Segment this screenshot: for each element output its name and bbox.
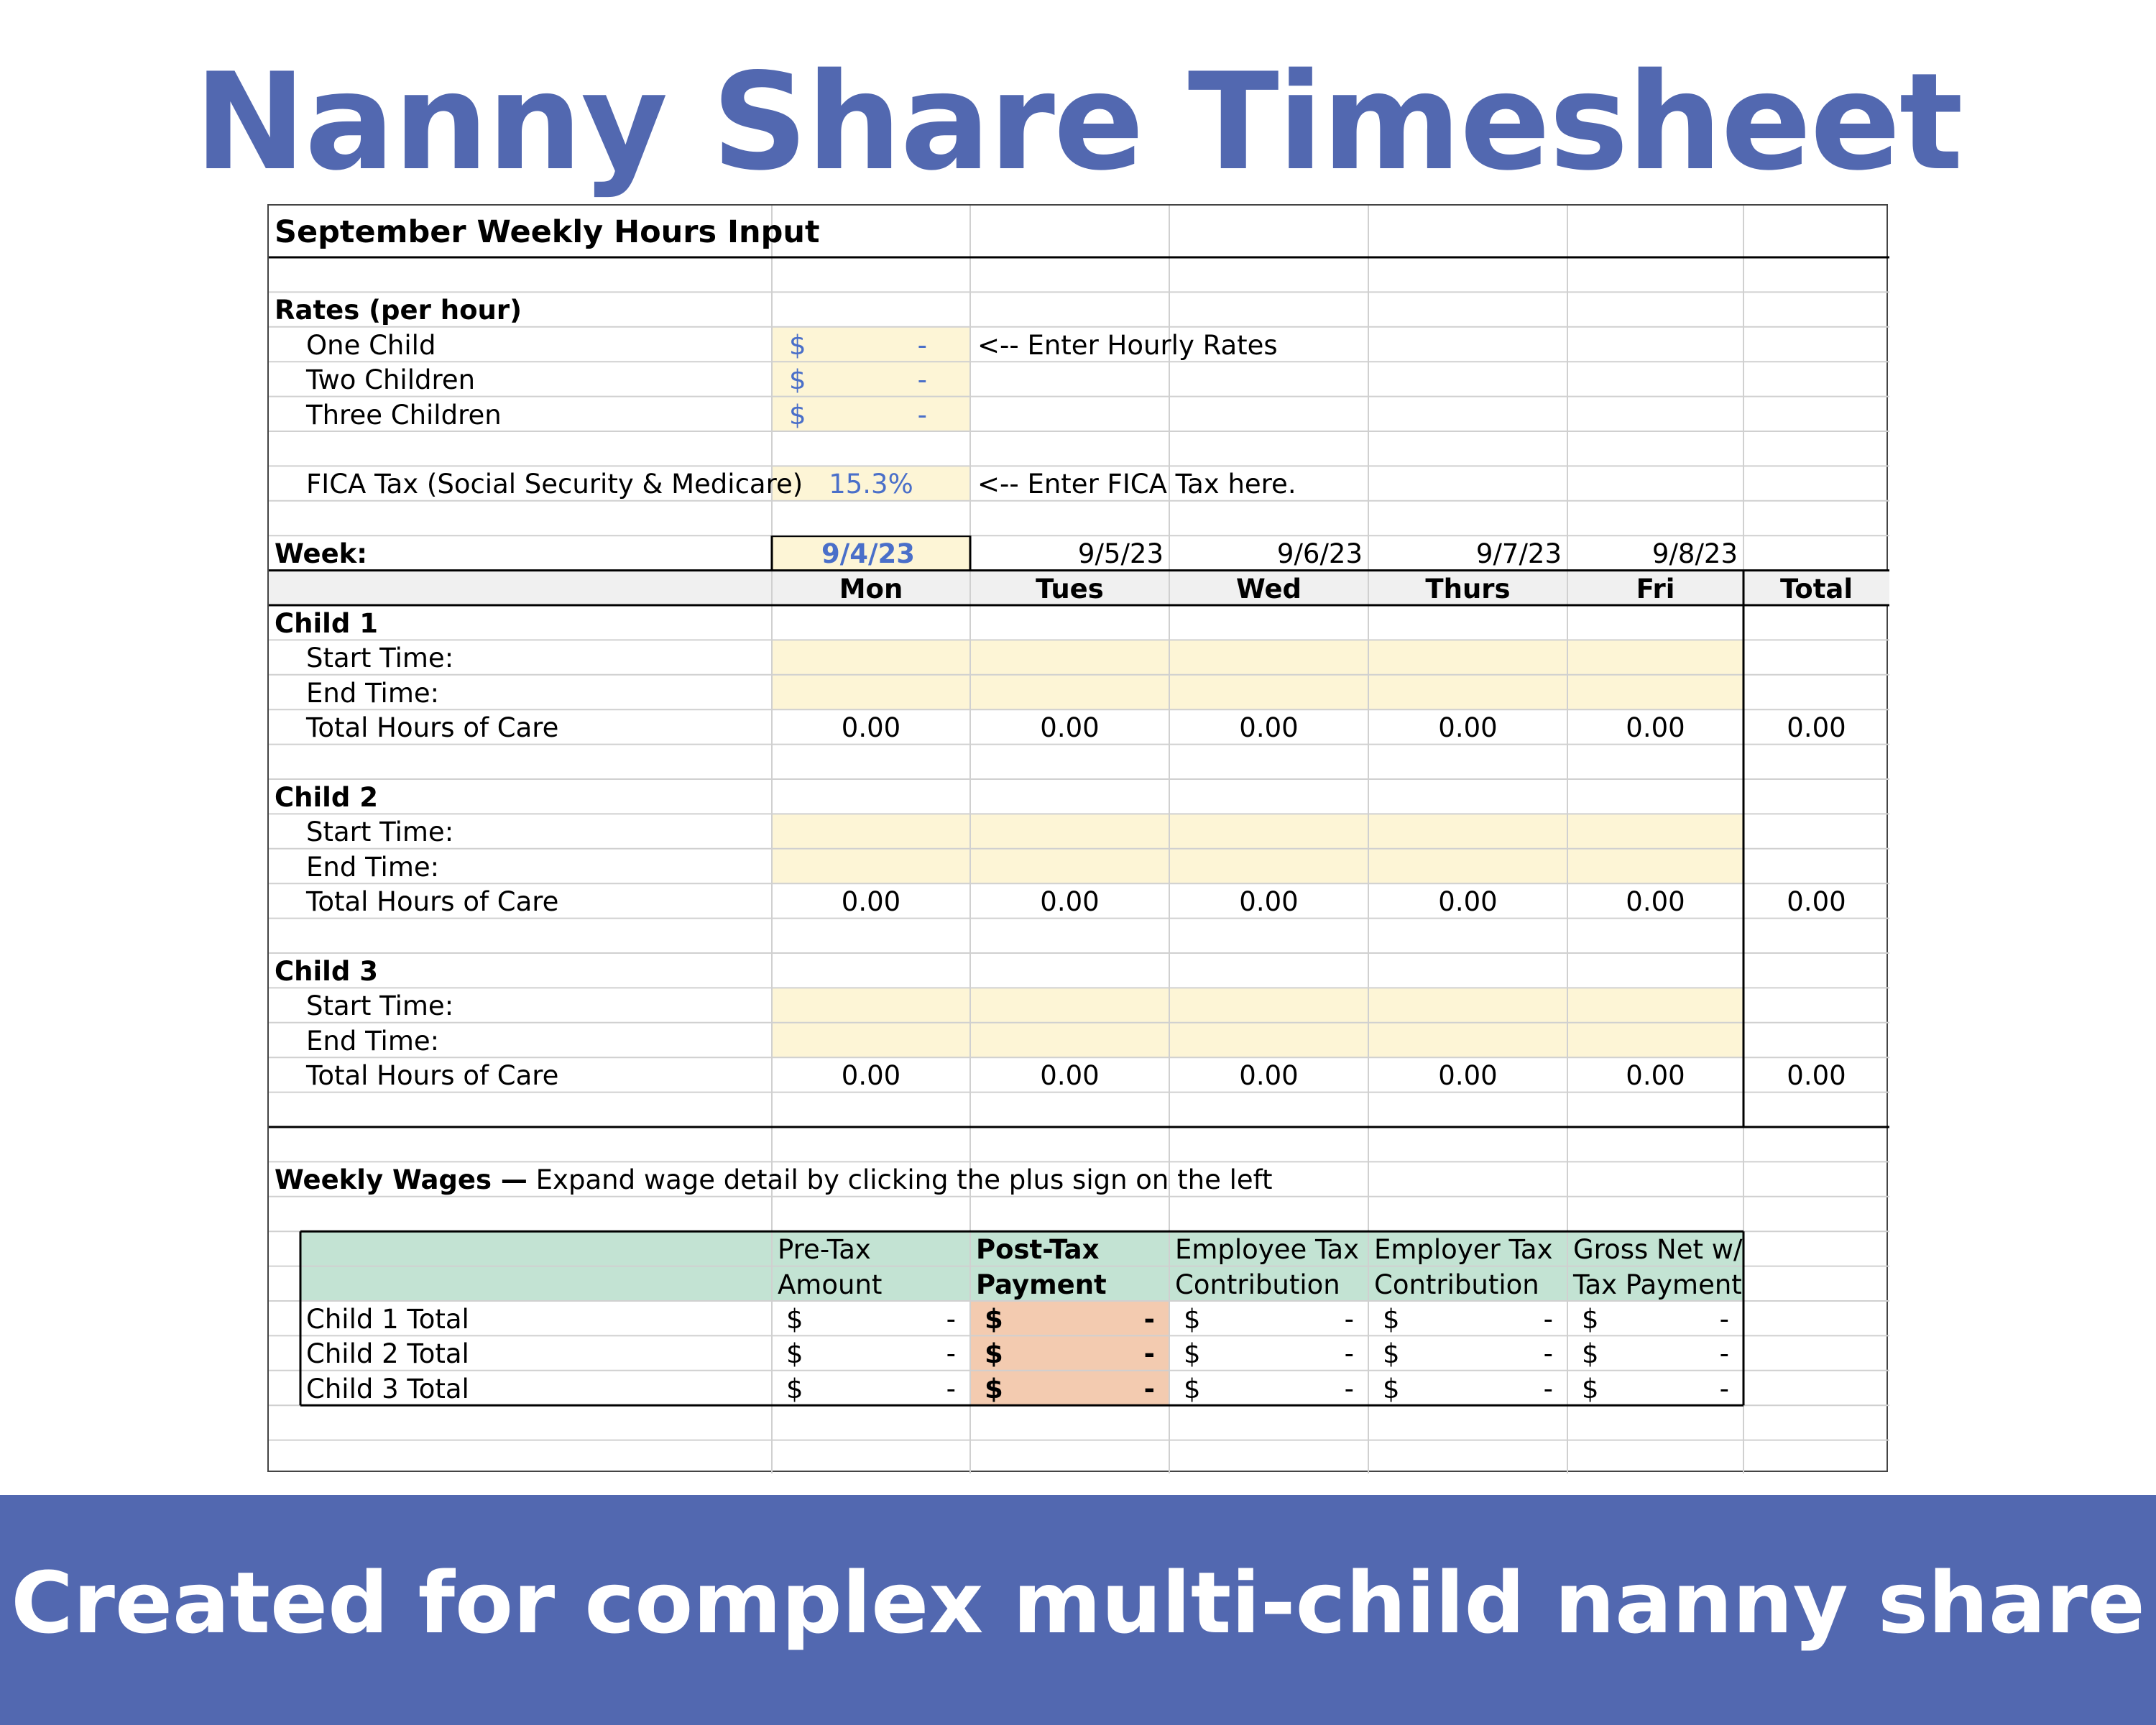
total-header: Total <box>1779 573 1853 604</box>
total-hours-label: Total Hours of Care <box>306 712 559 744</box>
currency-symbol: $ <box>1383 1304 1400 1335</box>
amount-value: - <box>1344 1304 1354 1335</box>
wage-amount[interactable] <box>1368 1337 1567 1371</box>
wage-amount[interactable] <box>772 1372 970 1406</box>
amount-value: - <box>917 329 927 361</box>
currency-symbol: $ <box>1184 1338 1201 1370</box>
currency-symbol: $ <box>789 399 806 431</box>
wage-amount[interactable] <box>1169 1337 1368 1371</box>
currency-symbol: $ <box>786 1304 803 1335</box>
child-name: Child 1 <box>275 608 378 639</box>
amount-value: - <box>1719 1304 1729 1335</box>
wage-header: Employer Tax <box>1374 1234 1553 1266</box>
wages-title: Weekly Wages — <box>275 1164 528 1196</box>
start-time-label: Start Time: <box>306 643 454 674</box>
hours-value: 0.00 <box>841 886 901 918</box>
hours-value: 0.00 <box>841 1060 901 1092</box>
child-name: Child 3 <box>275 956 378 987</box>
currency-symbol: $ <box>786 1373 803 1404</box>
banner-text: Created for complex multi-child nanny share <box>11 1553 2145 1652</box>
currency-symbol: $ <box>1184 1373 1201 1404</box>
amount-value: - <box>1719 1373 1729 1404</box>
wages-title-row <box>275 1163 1568 1197</box>
amount-value: - <box>1344 1338 1354 1370</box>
hours-value: 0.00 <box>1626 886 1685 918</box>
currency-symbol: $ <box>1383 1338 1400 1370</box>
day-header-thurs: Thurs <box>1425 573 1511 604</box>
wage-header: Contribution <box>1175 1269 1340 1300</box>
hours-value: 0.00 <box>1438 712 1498 744</box>
wage-row-label: Child 3 Total <box>306 1373 469 1404</box>
currency-symbol: $ <box>789 329 806 361</box>
wage-row-label: Child 2 Total <box>306 1338 469 1370</box>
amount-value: - <box>1143 1338 1155 1370</box>
rate-input[interactable] <box>772 398 970 432</box>
wage-header: Payment <box>976 1269 1107 1300</box>
wage-header: Post-Tax <box>976 1234 1100 1266</box>
wage-amount[interactable] <box>970 1302 1169 1336</box>
week-date-2: 9/6/23 <box>1276 538 1363 570</box>
week-date-3: 9/7/23 <box>1475 538 1562 570</box>
wage-header: Tax Payment <box>1573 1269 1742 1300</box>
start-time-label: Start Time: <box>306 816 454 848</box>
wage-header: Amount <box>778 1269 883 1300</box>
hours-total: 0.00 <box>1787 1060 1846 1092</box>
currency-symbol: $ <box>1582 1338 1599 1370</box>
currency-symbol: $ <box>786 1338 803 1370</box>
start-time-label: Start Time: <box>306 990 454 1022</box>
end-time-label: End Time: <box>306 677 440 709</box>
wage-amount[interactable] <box>1567 1302 1743 1336</box>
amount-value: - <box>946 1338 956 1370</box>
page-title: Nanny Share Timesheet <box>194 44 1962 200</box>
amount-value: - <box>1143 1304 1155 1335</box>
wage-amount[interactable] <box>1368 1302 1567 1336</box>
wages-hint: Expand wage detail by clicking the plus sign on the left <box>527 1164 1273 1196</box>
currency-symbol: $ <box>1184 1304 1201 1335</box>
hours-value: 0.00 <box>1626 1060 1685 1092</box>
hours-value: 0.00 <box>1040 1060 1100 1092</box>
currency-symbol: $ <box>1383 1373 1400 1404</box>
rate-label: Three Children <box>306 399 502 431</box>
hours-value: 0.00 <box>1239 1060 1299 1092</box>
wage-amount[interactable] <box>970 1337 1169 1371</box>
spreadsheet <box>267 204 1888 1472</box>
rates-label: Rates (per hour) <box>275 295 522 326</box>
amount-value: - <box>1543 1338 1553 1370</box>
hours-value: 0.00 <box>1040 712 1100 744</box>
wage-amount[interactable] <box>772 1337 970 1371</box>
hours-value: 0.00 <box>1438 1060 1498 1092</box>
total-hours-label: Total Hours of Care <box>306 1060 559 1092</box>
week-date-0[interactable]: 9/4/23 <box>821 538 915 570</box>
amount-value: - <box>917 399 927 431</box>
sheet-heading: September Weekly Hours Input <box>275 214 820 250</box>
day-header-wed: Wed <box>1235 573 1302 604</box>
currency-symbol: $ <box>985 1338 1003 1370</box>
hours-value: 0.00 <box>841 712 901 744</box>
wage-header: Pre-Tax <box>778 1234 871 1266</box>
end-time-label: End Time: <box>306 1025 440 1057</box>
currency-symbol: $ <box>1582 1304 1599 1335</box>
hours-value: 0.00 <box>1239 712 1299 744</box>
hours-value: 0.00 <box>1040 886 1100 918</box>
currency-symbol: $ <box>985 1304 1003 1335</box>
wage-amount[interactable] <box>1169 1302 1368 1336</box>
hours-total: 0.00 <box>1787 712 1846 744</box>
cells-layer <box>269 206 1889 1473</box>
fica-label: FICA Tax (Social Security & Medicare) <box>306 469 803 500</box>
wage-amount[interactable] <box>1567 1372 1743 1406</box>
day-header-tues: Tues <box>1036 573 1104 604</box>
rate-label: Two Children <box>306 364 476 396</box>
wage-amount[interactable] <box>1169 1372 1368 1406</box>
amount-value: - <box>946 1373 956 1404</box>
total-hours-label: Total Hours of Care <box>306 886 559 918</box>
rates-hint: <-- Enter Hourly Rates <box>977 329 1278 361</box>
hours-value: 0.00 <box>1626 712 1685 744</box>
rate-input[interactable] <box>772 363 970 397</box>
wage-amount[interactable] <box>772 1302 970 1336</box>
hours-value: 0.00 <box>1438 886 1498 918</box>
fica-input[interactable]: 15.3% <box>829 469 913 500</box>
week-label: Week: <box>275 538 368 570</box>
hours-value: 0.00 <box>1239 886 1299 918</box>
currency-symbol: $ <box>985 1373 1003 1404</box>
rate-input[interactable] <box>772 328 970 362</box>
currency-symbol: $ <box>1582 1373 1599 1404</box>
currency-symbol: $ <box>789 364 806 396</box>
amount-value: - <box>1344 1373 1354 1404</box>
day-header-fri: Fri <box>1636 573 1675 604</box>
day-header-mon: Mon <box>839 573 903 604</box>
wage-amount[interactable] <box>970 1372 1169 1406</box>
wage-header: Gross Net w/ <box>1573 1234 1743 1266</box>
child-name: Child 2 <box>275 782 378 813</box>
week-date-4: 9/8/23 <box>1651 538 1738 570</box>
wage-amount[interactable] <box>1567 1337 1743 1371</box>
amount-value: - <box>917 364 927 396</box>
amount-value: - <box>1543 1373 1553 1404</box>
wage-header: Employee Tax <box>1175 1234 1360 1266</box>
week-date-1: 9/5/23 <box>1077 538 1164 570</box>
hours-total: 0.00 <box>1787 886 1846 918</box>
end-time-label: End Time: <box>306 851 440 883</box>
amount-value: - <box>946 1304 956 1335</box>
fica-hint: <-- Enter FICA Tax here. <box>977 469 1296 500</box>
wage-header: Contribution <box>1374 1269 1539 1300</box>
wage-row-label: Child 1 Total <box>306 1304 469 1335</box>
amount-value: - <box>1543 1304 1553 1335</box>
rate-label: One Child <box>306 329 436 361</box>
wage-amount[interactable] <box>1368 1372 1567 1406</box>
amount-value: - <box>1143 1373 1155 1404</box>
amount-value: - <box>1719 1338 1729 1370</box>
